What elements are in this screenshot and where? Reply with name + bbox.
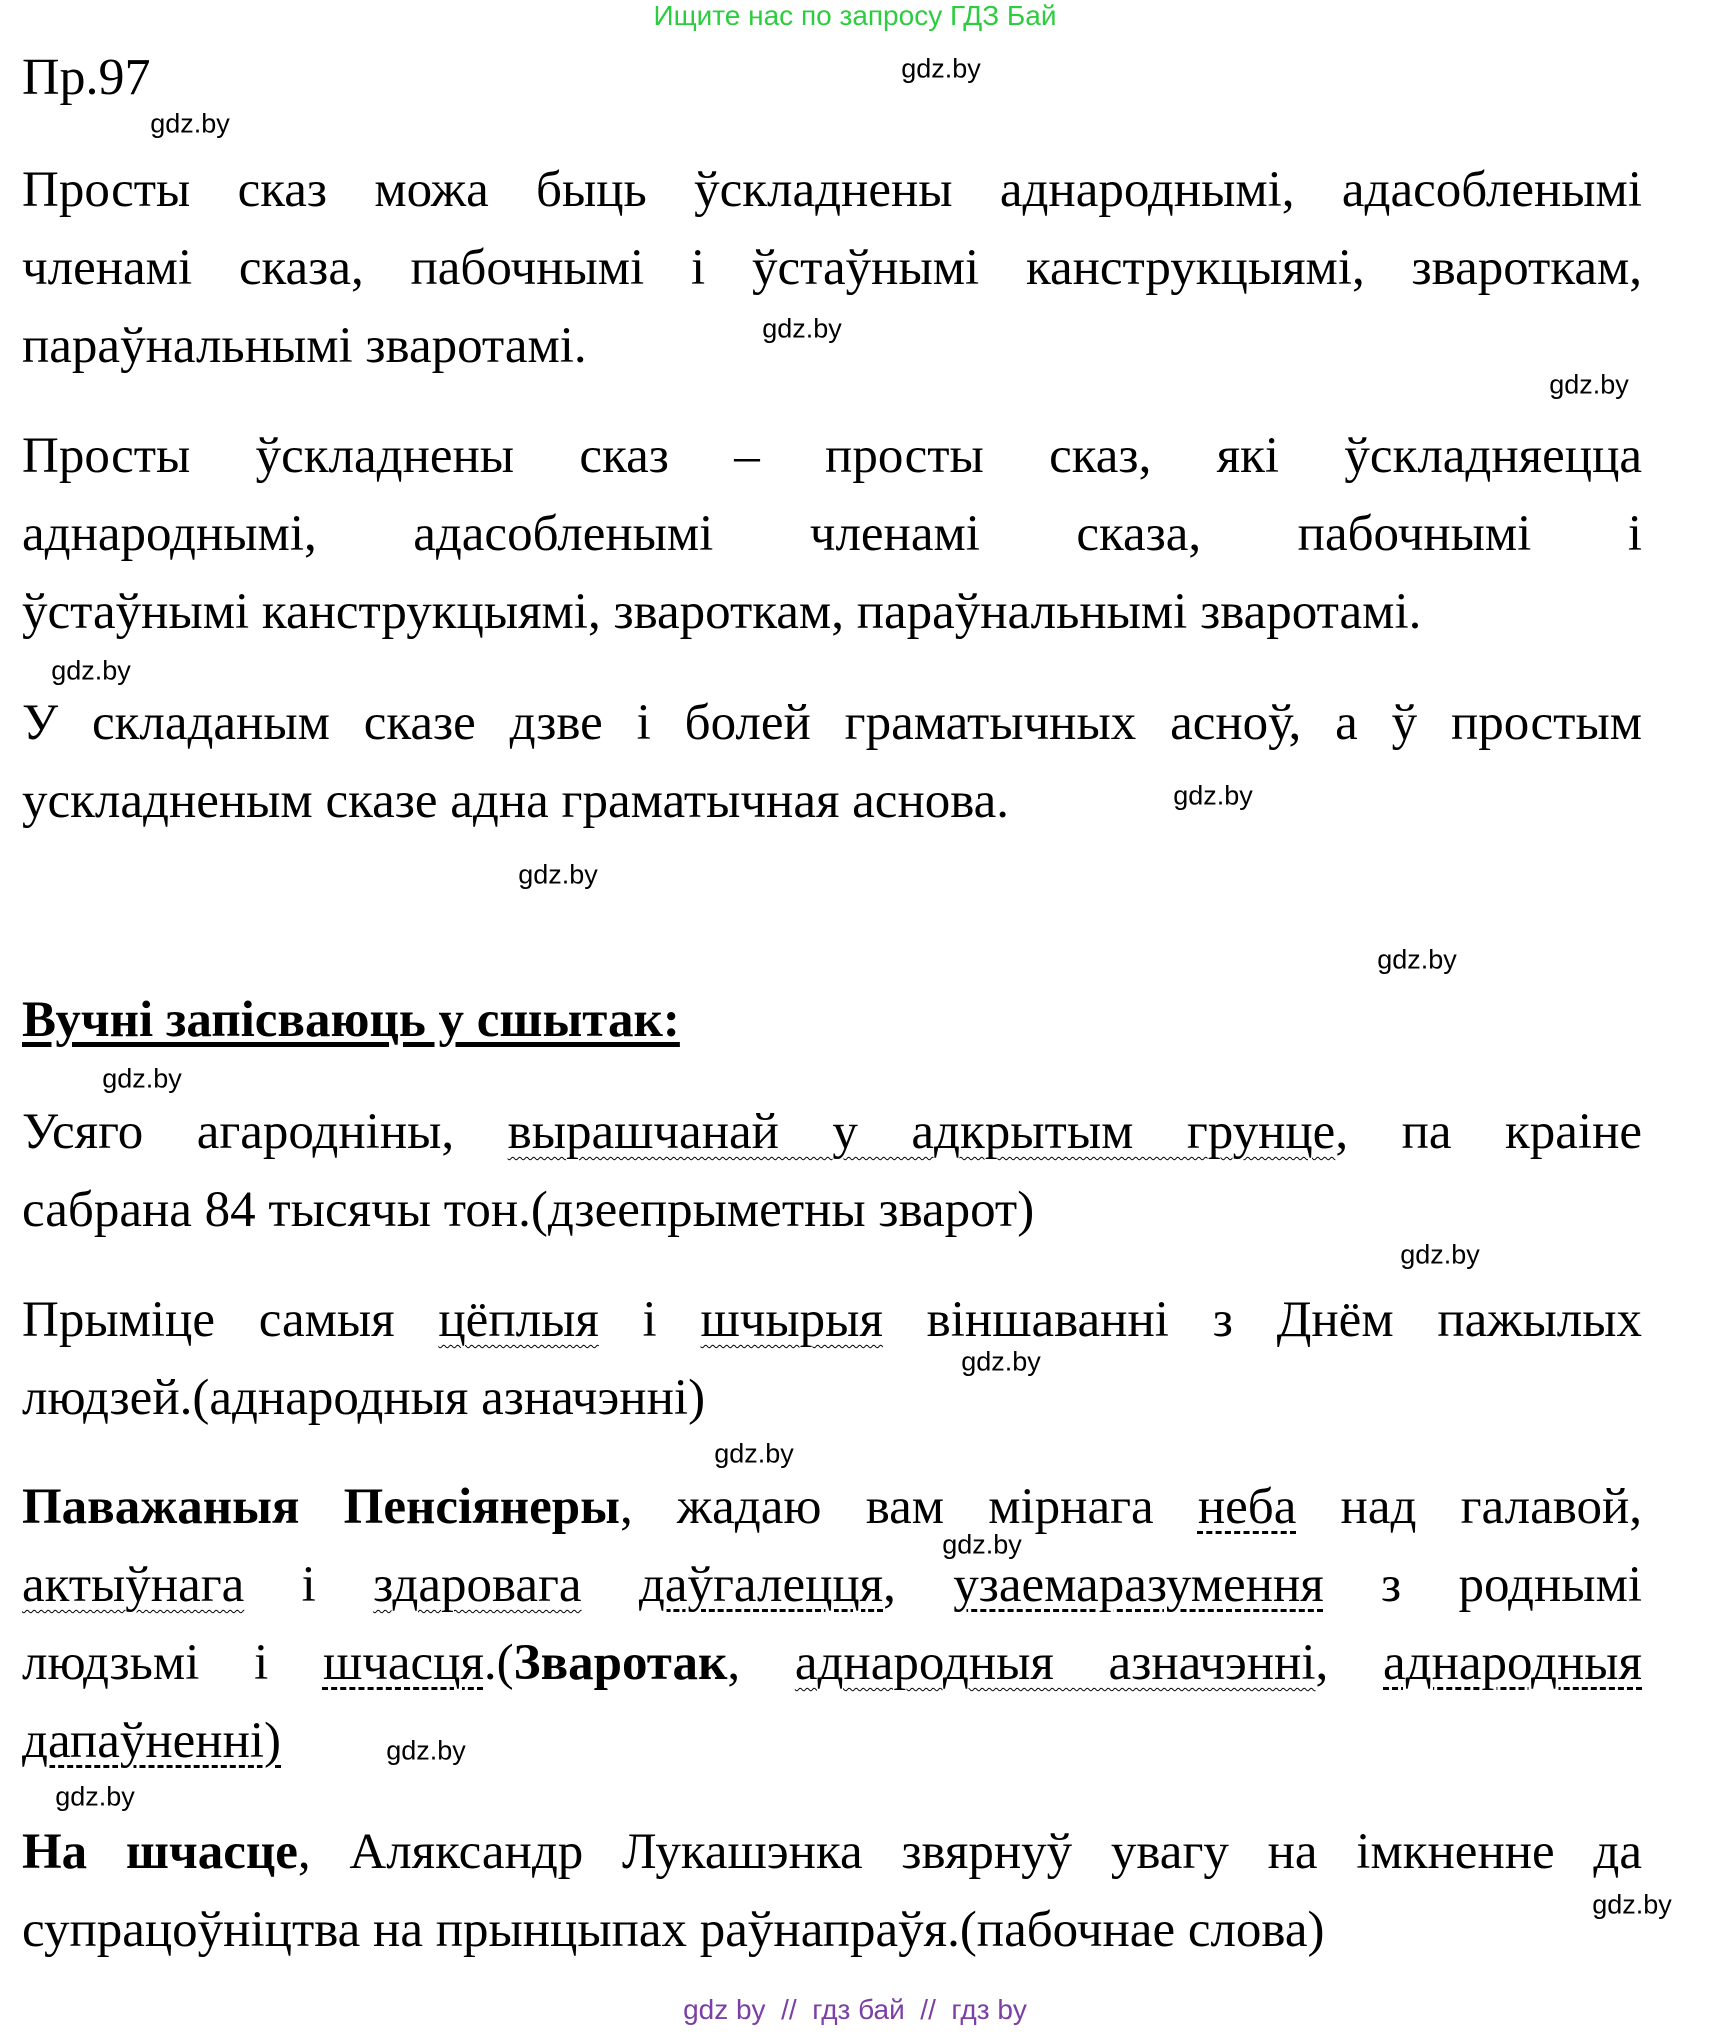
example-sentence	[22, 1813, 1642, 1969]
text-segment: ўстаўнымі канструкцыямі, звароткам, параўнальнымі зваротамі.	[22, 584, 1422, 640]
text-line	[22, 1891, 1642, 1969]
text-line	[22, 573, 1642, 651]
watermark: gdz.by	[961, 1346, 1041, 1377]
watermark: gdz.by	[518, 859, 598, 890]
watermark: gdz.by	[1592, 1889, 1672, 1920]
text-line	[22, 684, 1642, 762]
text-segment: супрацоўніцтва на прынцыпах раўнапраўя.(пабочнае слова)	[22, 1902, 1325, 1958]
text-line	[22, 495, 1642, 573]
text-segment: ,	[1315, 1635, 1383, 1691]
text-line	[22, 762, 1642, 840]
watermark: gdz.by	[51, 655, 131, 686]
watermark: gdz.by	[386, 1735, 466, 1766]
paragraph	[22, 684, 1642, 840]
dashed-underlined-phrase: даўгалецця	[638, 1557, 884, 1613]
bold-phrase: Зваротак	[513, 1635, 728, 1691]
paragraph	[22, 151, 1642, 385]
text-segment: Прыміце самыя	[22, 1292, 439, 1348]
text-segment: і	[598, 1292, 701, 1348]
text-segment: сабрана 84 тысячы тон.(дзеепрыметны зварот)	[22, 1182, 1035, 1238]
text-segment: Просты сказ можа быць ўскладнены аднароднымі, адасобленымі	[22, 162, 1642, 218]
text-line	[22, 1624, 1642, 1702]
text-line	[22, 151, 1642, 229]
text-segment: віншаванні з Днём пажылых	[882, 1292, 1642, 1348]
text-line	[22, 1546, 1642, 1624]
text-segment: з роднымі	[1323, 1557, 1643, 1613]
text-segment	[582, 1557, 639, 1613]
text-segment: людзей.(аднародныя азначэнні)	[22, 1370, 706, 1426]
text-line	[22, 1468, 1642, 1546]
watermark: gdz.by	[1377, 944, 1457, 975]
text-segment: параўнальнымі зваротамі.	[22, 318, 587, 374]
text-segment: Усяго агародніны,	[22, 1104, 508, 1160]
text-segment: ,	[883, 1557, 954, 1613]
example-sentence	[22, 1468, 1642, 1780]
text-segment: ,	[727, 1635, 795, 1691]
section-heading: Вучні запісваюць у сшытак:	[22, 992, 680, 1048]
watermark: gdz.by	[1173, 780, 1253, 811]
text-segment: , жадаю вам мірнага	[619, 1479, 1198, 1535]
example-sentence	[22, 1093, 1642, 1249]
watermark: gdz.by	[762, 313, 842, 344]
watermark: gdz.by	[1549, 369, 1629, 400]
dashed-underlined-phrase: аднародныя	[1383, 1635, 1643, 1691]
text-line	[22, 1093, 1642, 1171]
watermark: gdz.by	[102, 1063, 182, 1094]
watermark: gdz.by	[901, 53, 981, 84]
bold-phrase: Паважаныя Пенсіянеры	[22, 1479, 620, 1535]
watermark: gdz.by	[714, 1438, 794, 1469]
watermark: gdz.by	[942, 1529, 1022, 1560]
dashed-underlined-phrase: неба	[1197, 1479, 1297, 1535]
text-segment: людзьмі і	[22, 1635, 323, 1691]
text-line	[22, 1813, 1642, 1891]
footer-links: gdz by // гдз бай // гдз by	[683, 1994, 1027, 2025]
text-segment: аднароднымі, адасобленымі членамі сказа, пабочнымі і	[22, 506, 1642, 562]
text-segment: ускладненым сказе адна граматычная аснова.	[22, 773, 1010, 829]
text-line	[22, 1171, 1642, 1249]
dashed-underlined-phrase: шчасця	[322, 1635, 484, 1691]
dashed-underlined-phrase: дапаўненні)	[22, 1713, 282, 1769]
wavy-underlined-phrase: актыўнага	[22, 1557, 245, 1613]
text-line	[22, 417, 1642, 495]
wavy-underlined-phrase: вырашчанай у адкрытым грунце	[507, 1104, 1336, 1160]
search-hint-banner: Ищите нас по запросу ГДЗ Бай	[653, 0, 1057, 31]
text-line	[22, 1702, 1642, 1780]
text-line	[22, 229, 1642, 307]
text-segment: , па краіне	[1335, 1104, 1643, 1160]
watermark: gdz.by	[150, 108, 230, 139]
wavy-underlined-phrase: здаровага	[373, 1557, 582, 1613]
wavy-underlined-phrase: аднародныя азначэнні	[794, 1635, 1316, 1691]
example-sentence	[22, 1281, 1642, 1437]
exercise-number: Пр.97	[22, 49, 151, 106]
watermark: gdz.by	[1400, 1239, 1480, 1270]
text-line	[22, 1281, 1642, 1359]
wavy-underlined-phrase: цёплыя	[438, 1292, 599, 1348]
bold-phrase: На шчасце	[22, 1824, 298, 1880]
wavy-underlined-phrase: шчырыя	[700, 1292, 883, 1348]
text-segment: , Аляксандр Лукашэнка звярнуў увагу на імкненне да	[297, 1824, 1642, 1880]
text-line	[22, 1359, 1642, 1437]
paragraph	[22, 417, 1642, 651]
text-segment: і	[244, 1557, 374, 1613]
text-segment: У складаным сказе дзве і болей граматычных асноў, а ў простым	[22, 695, 1642, 751]
text-segment: членамі сказа, пабочнымі і ўстаўнымі канструкцыямі, звароткам,	[22, 240, 1642, 296]
text-segment: .(	[483, 1635, 514, 1691]
text-segment: над галавой,	[1296, 1479, 1642, 1535]
watermark: gdz.by	[55, 1781, 135, 1812]
dashed-underlined-phrase: узаемаразумення	[953, 1557, 1324, 1613]
text-segment: Просты ўскладнены сказ – просты сказ, які ўскладняецца	[22, 428, 1642, 484]
